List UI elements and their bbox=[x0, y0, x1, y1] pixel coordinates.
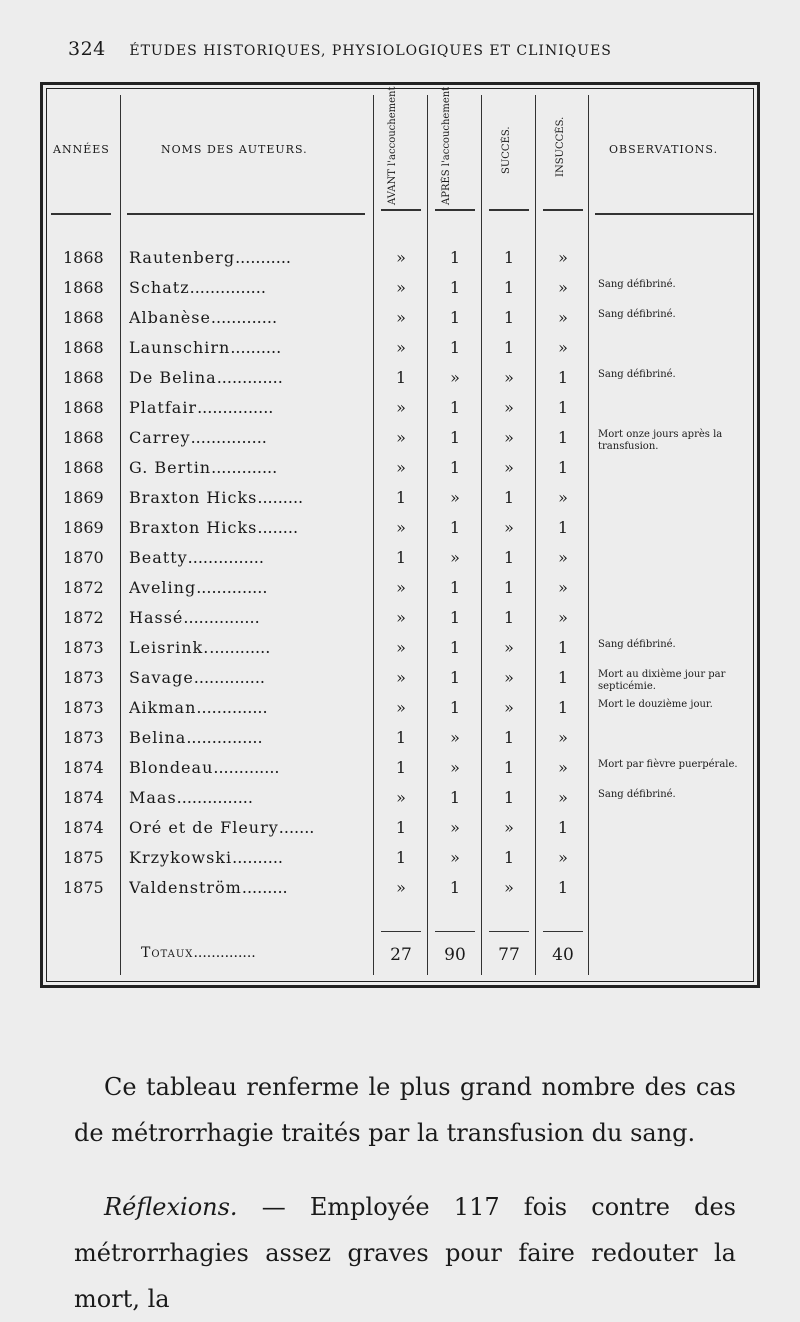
observation-cell: Sang défibriné. bbox=[598, 309, 676, 320]
before-cell: » bbox=[396, 518, 406, 537]
before-cell: » bbox=[396, 608, 406, 627]
author-cell: Belina............... bbox=[129, 728, 263, 747]
author-name: Belina bbox=[129, 728, 187, 747]
before-cell: 1 bbox=[395, 548, 407, 567]
year-cell: 1873 bbox=[63, 728, 104, 747]
author-cell: Krzykowski.......... bbox=[129, 848, 283, 867]
author-name: Savage bbox=[129, 668, 194, 687]
author-name: Braxton Hicks bbox=[129, 488, 258, 507]
author-name: G. Bertin bbox=[129, 458, 212, 477]
author-cell: Aveling.............. bbox=[129, 578, 268, 597]
header-observations: OBSERVATIONS. bbox=[609, 143, 719, 156]
author-name: Braxton Hicks bbox=[129, 518, 258, 537]
before-cell: » bbox=[396, 638, 406, 657]
before-cell: 1 bbox=[395, 758, 407, 777]
author-cell: Schatz............... bbox=[129, 278, 266, 297]
failure-cell: » bbox=[558, 248, 568, 267]
after-cell: 1 bbox=[449, 338, 461, 357]
author-name: Blondeau bbox=[129, 758, 214, 777]
table-row bbox=[43, 363, 763, 393]
year-cell: 1868 bbox=[63, 338, 104, 357]
column-divider bbox=[373, 95, 374, 975]
failure-cell: 1 bbox=[557, 698, 569, 717]
author-cell: Blondeau............. bbox=[129, 758, 280, 777]
author-name: Oré et de Fleury bbox=[129, 818, 279, 837]
success-cell: 1 bbox=[503, 248, 515, 267]
success-cell: 1 bbox=[503, 548, 515, 567]
author-cell: Launschirn.......... bbox=[129, 338, 282, 357]
table-row bbox=[43, 483, 763, 513]
totals-label-text: Totaux bbox=[141, 945, 194, 961]
after-cell: » bbox=[450, 488, 460, 507]
failure-cell: 1 bbox=[557, 428, 569, 447]
year-cell: 1874 bbox=[63, 818, 104, 837]
author-name: Carrey bbox=[129, 428, 191, 447]
year-cell: 1872 bbox=[63, 608, 104, 627]
author-name: Valdenström bbox=[129, 878, 242, 897]
after-cell: 1 bbox=[449, 308, 461, 327]
author-name: Aveling bbox=[129, 578, 197, 597]
failure-cell: » bbox=[558, 308, 568, 327]
table-row bbox=[43, 543, 763, 573]
after-cell: » bbox=[450, 728, 460, 747]
header-failures: INSUCCÈS. bbox=[555, 116, 566, 178]
failure-cell: » bbox=[558, 788, 568, 807]
table-row bbox=[43, 753, 763, 783]
year-cell: 1869 bbox=[63, 518, 104, 537]
table-row bbox=[43, 453, 763, 483]
success-cell: 1 bbox=[503, 338, 515, 357]
after-cell: 1 bbox=[449, 698, 461, 717]
table-row bbox=[43, 603, 763, 633]
success-cell: 1 bbox=[503, 608, 515, 627]
total-success: 77 bbox=[498, 945, 520, 965]
author-cell: Beatty............... bbox=[129, 548, 264, 567]
after-cell: 1 bbox=[449, 668, 461, 687]
year-cell: 1868 bbox=[63, 308, 104, 327]
failure-cell: 1 bbox=[557, 818, 569, 837]
year-cell: 1873 bbox=[63, 698, 104, 717]
before-cell: » bbox=[396, 248, 406, 267]
header-years: ANNÉES bbox=[53, 143, 110, 156]
after-cell: 1 bbox=[449, 458, 461, 477]
totals-label: Totaux.............. bbox=[141, 945, 256, 961]
year-cell: 1870 bbox=[63, 548, 104, 567]
success-cell: 1 bbox=[503, 788, 515, 807]
table-row bbox=[43, 783, 763, 813]
failure-cell: » bbox=[558, 848, 568, 867]
table-row bbox=[43, 723, 763, 753]
year-cell: 1873 bbox=[63, 638, 104, 657]
failure-cell: » bbox=[558, 278, 568, 297]
header-rule bbox=[51, 213, 111, 215]
table-row bbox=[43, 513, 763, 543]
table-row bbox=[43, 663, 763, 693]
observation-cell: Mort au dixième jour par septicémie. bbox=[598, 669, 726, 692]
failure-cell: » bbox=[558, 608, 568, 627]
author-cell: Savage.............. bbox=[129, 668, 265, 687]
table-row bbox=[43, 243, 763, 273]
after-cell: 1 bbox=[449, 278, 461, 297]
failure-cell: » bbox=[558, 758, 568, 777]
author-cell: Hassé............... bbox=[129, 608, 260, 627]
column-divider bbox=[588, 95, 589, 975]
table-row bbox=[43, 693, 763, 723]
before-cell: 1 bbox=[395, 368, 407, 387]
success-cell: » bbox=[504, 668, 514, 687]
header-success: SUCCÈS. bbox=[501, 126, 512, 174]
author-cell: Braxton Hicks........ bbox=[129, 518, 299, 537]
table-row bbox=[43, 333, 763, 363]
table-row bbox=[43, 273, 763, 303]
before-cell: 1 bbox=[395, 848, 407, 867]
page-number: 324 bbox=[68, 38, 106, 60]
author-cell: Valdenström......... bbox=[129, 878, 288, 897]
author-name: Aikman bbox=[129, 698, 197, 717]
success-cell: 1 bbox=[503, 308, 515, 327]
success-cell: 1 bbox=[503, 278, 515, 297]
header-rule bbox=[435, 209, 475, 211]
author-name: Krzykowski bbox=[129, 848, 233, 867]
failure-cell: » bbox=[558, 338, 568, 357]
before-cell: » bbox=[396, 278, 406, 297]
after-cell: 1 bbox=[449, 608, 461, 627]
author-cell: Leisrink............. bbox=[129, 638, 271, 657]
after-cell: 1 bbox=[449, 518, 461, 537]
author-cell: De Belina............. bbox=[129, 368, 283, 387]
failure-cell: 1 bbox=[557, 638, 569, 657]
observation-cell: Sang défibriné. bbox=[598, 279, 676, 290]
column-divider bbox=[481, 95, 482, 975]
paragraph-text: — Employée 117 fois contre des métrorrhagies assez graves pour faire redouter la mort, la bbox=[74, 1193, 736, 1313]
year-cell: 1869 bbox=[63, 488, 104, 507]
failure-cell: 1 bbox=[557, 368, 569, 387]
author-name: Hassé bbox=[129, 608, 184, 627]
failure-cell: 1 bbox=[557, 878, 569, 897]
column-divider bbox=[427, 95, 428, 975]
year-cell: 1872 bbox=[63, 578, 104, 597]
failure-cell: 1 bbox=[557, 398, 569, 417]
before-cell: » bbox=[396, 398, 406, 417]
year-cell: 1874 bbox=[63, 758, 104, 777]
body-paragraph: Ce tableau renferme le plus grand nombre des cas de métrorrhagie traités par la transfusion du sang. bbox=[74, 1073, 736, 1147]
success-cell: 1 bbox=[503, 848, 515, 867]
running-title: ÉTUDES HISTORIQUES, PHYSIOLOGIQUES ET CLINIQUES bbox=[129, 43, 612, 59]
before-cell: » bbox=[396, 428, 406, 447]
year-cell: 1874 bbox=[63, 788, 104, 807]
observation-cell: Mort onze jours après la transfusion. bbox=[598, 429, 723, 452]
before-cell: » bbox=[396, 698, 406, 717]
success-cell: » bbox=[504, 428, 514, 447]
after-cell: » bbox=[450, 758, 460, 777]
totals-rule bbox=[543, 931, 583, 932]
table-row bbox=[43, 633, 763, 663]
after-cell: 1 bbox=[449, 878, 461, 897]
author-name: Schatz bbox=[129, 278, 190, 297]
after-cell: » bbox=[450, 368, 460, 387]
after-cell: » bbox=[450, 548, 460, 567]
success-cell: » bbox=[504, 398, 514, 417]
totals-rule bbox=[489, 931, 529, 932]
after-cell: 1 bbox=[449, 578, 461, 597]
author-cell: Oré et de Fleury....... bbox=[129, 818, 315, 837]
section-lead: Réflexions. bbox=[104, 1193, 238, 1221]
column-divider bbox=[535, 95, 536, 975]
author-name: Platfair bbox=[129, 398, 198, 417]
header-rule bbox=[489, 209, 529, 211]
header-before: AVANT l'accouchement bbox=[387, 86, 398, 205]
running-header bbox=[68, 38, 612, 60]
observation-cell: Sang défibriné. bbox=[598, 369, 676, 380]
failure-cell: 1 bbox=[557, 458, 569, 477]
before-cell: » bbox=[396, 878, 406, 897]
observation-cell: Sang défibriné. bbox=[598, 639, 676, 650]
after-cell: » bbox=[450, 818, 460, 837]
after-cell: » bbox=[450, 848, 460, 867]
before-cell: » bbox=[396, 458, 406, 477]
header-rule bbox=[595, 213, 753, 215]
success-cell: 1 bbox=[503, 488, 515, 507]
table-row bbox=[43, 873, 763, 903]
total-after: 90 bbox=[444, 945, 466, 965]
year-cell: 1875 bbox=[63, 878, 104, 897]
success-cell: 1 bbox=[503, 728, 515, 747]
author-cell: G. Bertin............. bbox=[129, 458, 278, 477]
total-failures: 40 bbox=[552, 945, 574, 965]
before-cell: 1 bbox=[395, 818, 407, 837]
author-cell: Aikman.............. bbox=[129, 698, 268, 717]
table-row bbox=[43, 303, 763, 333]
success-cell: » bbox=[504, 518, 514, 537]
author-name: Beatty bbox=[129, 548, 188, 567]
author-cell: Carrey............... bbox=[129, 428, 267, 447]
year-cell: 1868 bbox=[63, 368, 104, 387]
body-paragraph bbox=[74, 1184, 736, 1322]
header-rule bbox=[127, 213, 365, 215]
year-cell: 1868 bbox=[63, 428, 104, 447]
after-cell: 1 bbox=[449, 638, 461, 657]
failure-cell: » bbox=[558, 548, 568, 567]
author-cell: Braxton Hicks......... bbox=[129, 488, 304, 507]
success-cell: » bbox=[504, 818, 514, 837]
after-cell: 1 bbox=[449, 788, 461, 807]
author-name: De Belina bbox=[129, 368, 217, 387]
failure-cell: » bbox=[558, 728, 568, 747]
before-cell: 1 bbox=[395, 728, 407, 747]
author-name: Albanèse bbox=[129, 308, 211, 327]
header-names: NOMS DES AUTEURS. bbox=[161, 143, 308, 156]
year-cell: 1868 bbox=[63, 458, 104, 477]
header-after: APRÈS l'accouchement bbox=[441, 86, 452, 205]
author-name: Rautenberg bbox=[129, 248, 236, 267]
author-name: Maas bbox=[129, 788, 177, 807]
observation-cell: Sang défibriné. bbox=[598, 789, 676, 800]
table-row bbox=[43, 573, 763, 603]
failure-cell: 1 bbox=[557, 668, 569, 687]
failure-cell: 1 bbox=[557, 518, 569, 537]
header-rule bbox=[381, 209, 421, 211]
before-cell: » bbox=[396, 338, 406, 357]
table-row bbox=[43, 813, 763, 843]
year-cell: 1873 bbox=[63, 668, 104, 687]
year-cell: 1868 bbox=[63, 248, 104, 267]
totals-rule bbox=[435, 931, 475, 932]
table-row bbox=[43, 423, 763, 453]
year-cell: 1868 bbox=[63, 398, 104, 417]
observation-cell: Mort par fièvre puerpérale. bbox=[598, 759, 738, 770]
author-name: Launschirn bbox=[129, 338, 231, 357]
before-cell: » bbox=[396, 308, 406, 327]
before-cell: » bbox=[396, 668, 406, 687]
success-cell: » bbox=[504, 698, 514, 717]
year-cell: 1875 bbox=[63, 848, 104, 867]
total-before: 27 bbox=[390, 945, 412, 965]
success-cell: 1 bbox=[503, 758, 515, 777]
success-cell: » bbox=[504, 878, 514, 897]
observation-cell: Mort le douzième jour. bbox=[598, 699, 713, 710]
success-cell: » bbox=[504, 368, 514, 387]
success-cell: 1 bbox=[503, 578, 515, 597]
after-cell: 1 bbox=[449, 398, 461, 417]
before-cell: 1 bbox=[395, 488, 407, 507]
success-cell: » bbox=[504, 458, 514, 477]
author-name: Leisrink. bbox=[129, 638, 210, 657]
before-cell: » bbox=[396, 788, 406, 807]
failure-cell: » bbox=[558, 578, 568, 597]
after-cell: 1 bbox=[449, 248, 461, 267]
before-cell: » bbox=[396, 578, 406, 597]
author-cell: Rautenberg........... bbox=[129, 248, 292, 267]
success-cell: » bbox=[504, 638, 514, 657]
year-cell: 1868 bbox=[63, 278, 104, 297]
author-cell: Platfair............... bbox=[129, 398, 274, 417]
column-divider bbox=[120, 95, 121, 975]
totals-rule bbox=[381, 931, 421, 932]
table-row bbox=[43, 843, 763, 873]
table-row bbox=[43, 393, 763, 423]
failure-cell: » bbox=[558, 488, 568, 507]
author-cell: Albanèse............. bbox=[129, 308, 278, 327]
header-rule bbox=[543, 209, 583, 211]
author-cell: Maas............... bbox=[129, 788, 253, 807]
transfusion-table bbox=[40, 82, 760, 988]
after-cell: 1 bbox=[449, 428, 461, 447]
